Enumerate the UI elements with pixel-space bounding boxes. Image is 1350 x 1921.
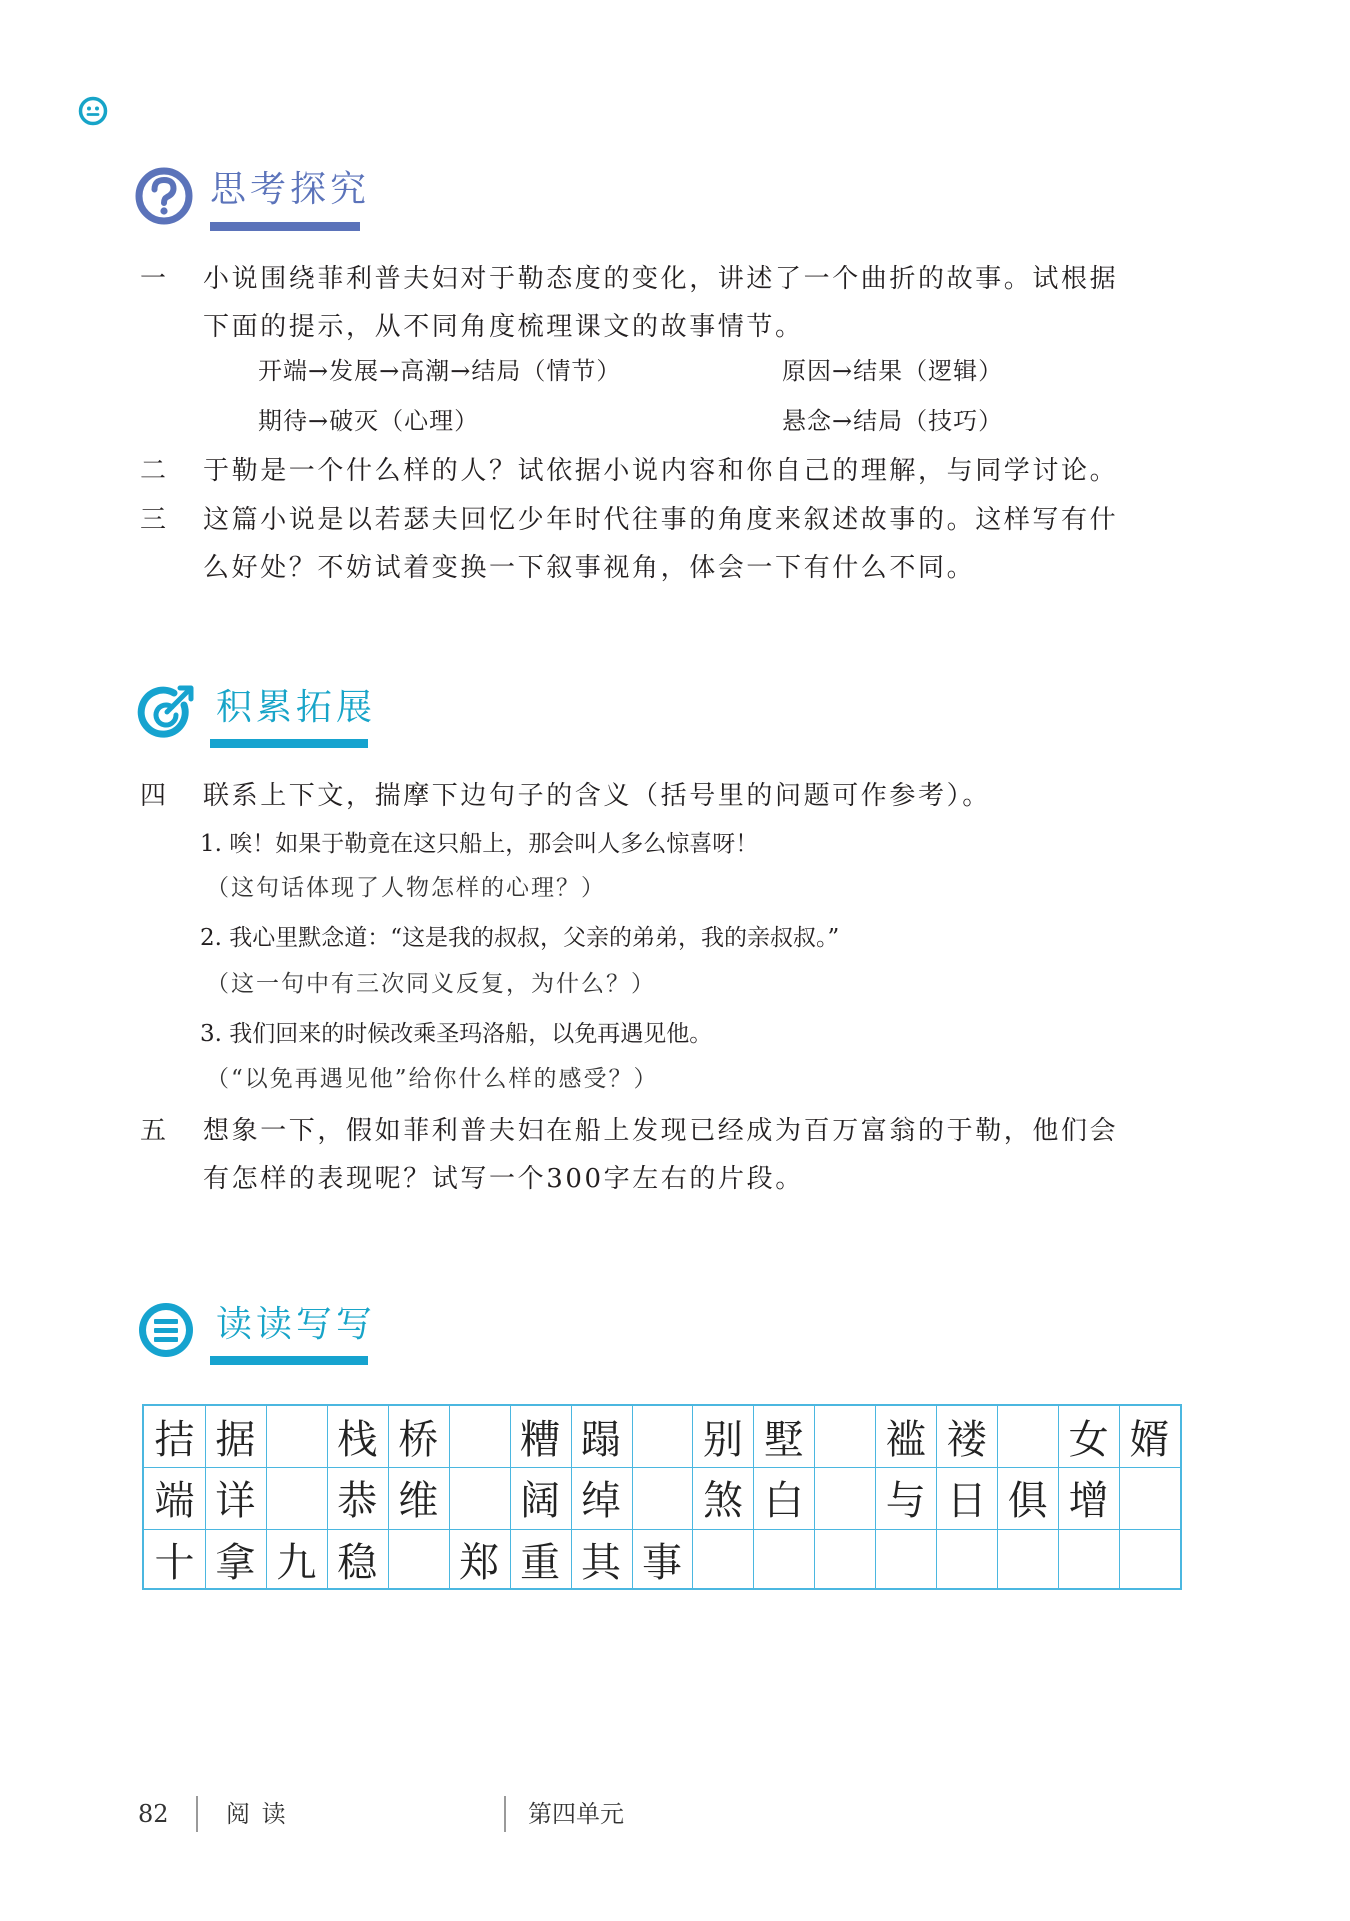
grid-cell: 恭 [337, 1478, 378, 1525]
sentence-item: 1. 唉！如果于勒竟在这只船上，那会叫人多么惊喜呀！ [200, 831, 759, 857]
grid-cell [997, 1529, 1058, 1590]
grid-cell: 增 [1068, 1478, 1109, 1525]
grid-cell: 十 [154, 1539, 195, 1586]
grid-cell [1058, 1529, 1119, 1590]
grid-cell: 褛 [946, 1417, 987, 1464]
grid-cell: 白 [763, 1478, 804, 1525]
grid-cell [753, 1529, 814, 1590]
hint-item: 原因→结果（逻辑） [782, 357, 1004, 385]
grid-cell: 与 [885, 1478, 926, 1525]
section-underline [210, 1356, 368, 1365]
grid-cell [1119, 1529, 1180, 1590]
grid-cell: 九 [276, 1539, 317, 1586]
section-title-readwrite: 读读写写 [216, 1304, 377, 1345]
footer-divider [504, 1796, 506, 1832]
footer-divider [196, 1796, 198, 1832]
question-text: 有怎样的表现呢？试写一个300字左右的片段。 [203, 1164, 804, 1194]
section-underline [210, 222, 360, 231]
grid-cell: 稳 [337, 1539, 378, 1586]
footer-unit: 第四单元 [528, 1800, 624, 1828]
sentence-note: （这句话体现了人物怎样的心理？） [206, 875, 606, 901]
grid-cell: 阔 [520, 1478, 561, 1525]
question-number: 一 [140, 264, 167, 294]
grid-cell: 俱 [1007, 1478, 1048, 1525]
question-text: 下面的提示，从不同角度梳理课文的故事情节。 [203, 312, 804, 342]
hint-item: 开端→发展→高潮→结局（情节） [258, 357, 622, 385]
grid-cell: 糟 [520, 1417, 561, 1464]
question-text: 么好处？不妨试着变换一下叙事视角，体会一下有什么不同。 [203, 553, 976, 583]
grid-cell: 别 [702, 1417, 743, 1464]
question-text: 想象一下，假如菲利普夫妇在船上发现已经成为百万富翁的于勒，他们会 [203, 1116, 1119, 1146]
sentence-item: 3. 我们回来的时候改乘圣玛洛船，以免再遇见他。 [200, 1021, 713, 1047]
target-arrow-icon [136, 683, 196, 743]
grid-cell [814, 1467, 875, 1528]
grid-cell: 拿 [215, 1539, 256, 1586]
grid-cell: 维 [398, 1478, 439, 1525]
section-title-think: 思考探究 [210, 169, 371, 210]
grid-cell: 详 [215, 1478, 256, 1525]
grid-cell [814, 1406, 875, 1467]
grid-cell [875, 1529, 936, 1590]
footer-section: 阅 读 [226, 1800, 288, 1828]
list-lines-icon [136, 1300, 196, 1360]
grid-cell [266, 1406, 327, 1467]
grid-cell: 端 [154, 1478, 195, 1525]
grid-cell: 绰 [581, 1478, 622, 1525]
question-number: 五 [140, 1116, 167, 1146]
vocabulary-grid [142, 1404, 1182, 1590]
page-number: 82 [138, 1800, 169, 1828]
grid-cell: 褴 [885, 1417, 926, 1464]
grid-cell: 据 [215, 1417, 256, 1464]
grid-cell [997, 1406, 1058, 1467]
grid-cell [814, 1529, 875, 1590]
grid-cell: 重 [520, 1539, 561, 1586]
grid-cell [449, 1406, 510, 1467]
grid-cell [449, 1467, 510, 1528]
grid-cell: 拮 [154, 1417, 195, 1464]
sentence-note: （“以免再遇见他”给你什么样的感受？） [206, 1066, 659, 1092]
section-underline [210, 739, 368, 748]
grid-cell: 郑 [459, 1539, 500, 1586]
question-number: 四 [140, 781, 167, 811]
question-mark-icon [134, 166, 194, 226]
question-text: 小说围绕菲利普夫妇对于勒态度的变化，讲述了一个曲折的故事。试根据 [203, 264, 1119, 294]
question-number: 三 [140, 505, 167, 535]
grid-cell: 栈 [337, 1417, 378, 1464]
grid-cell [632, 1406, 693, 1467]
grid-cell: 桥 [398, 1417, 439, 1464]
grid-cell [388, 1529, 449, 1590]
grid-cell: 其 [581, 1539, 622, 1586]
grid-cell [266, 1467, 327, 1528]
grid-cell: 日 [946, 1478, 987, 1525]
grid-cell: 煞 [702, 1478, 743, 1525]
grid-cell [692, 1529, 753, 1590]
grid-cell: 事 [641, 1539, 682, 1586]
hint-item: 悬念→结局（技巧） [782, 407, 1004, 435]
question-number: 二 [140, 456, 167, 486]
grid-cell: 女 [1068, 1417, 1109, 1464]
question-text: 这篇小说是以若瑟夫回忆少年时代往事的角度来叙述故事的。这样写有什 [203, 505, 1119, 535]
sentence-item: 2. 我心里默念道：“这是我的叔叔，父亲的弟弟，我的亲叔叔。” [200, 925, 840, 951]
grid-cell [936, 1529, 997, 1590]
hint-item: 期待→破灭（心理） [258, 407, 480, 435]
grid-cell: 蹋 [581, 1417, 622, 1464]
question-text: 于勒是一个什么样的人？试依据小说内容和你自己的理解，与同学讨论。 [203, 456, 1119, 486]
grid-cell: 婿 [1129, 1417, 1170, 1464]
question-text: 联系上下文，揣摩下边句子的含义（括号里的问题可作参考）。 [203, 781, 991, 811]
sentence-note: （这一句中有三次同义反复，为什么？） [206, 971, 656, 997]
smiley-icon [78, 96, 108, 126]
section-title-accumulate: 积累拓展 [216, 687, 377, 728]
grid-cell [632, 1467, 693, 1528]
grid-cell: 墅 [763, 1417, 804, 1464]
grid-cell [1119, 1467, 1180, 1528]
